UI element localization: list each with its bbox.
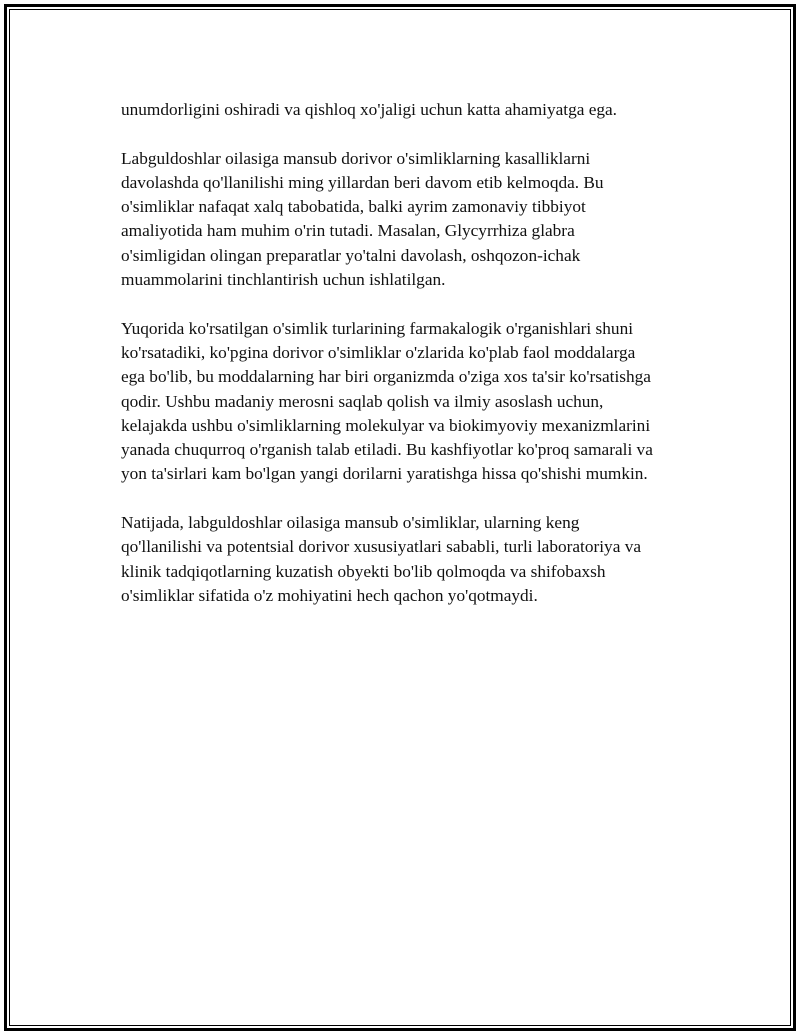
document-body <box>121 98 701 633</box>
text-line: klinik tadqiqotlarning kuzatish obyekti bo'lib qolmoqda va shifobaxsh <box>121 561 606 581</box>
text-line: Natijada, labguldoshlar oilasiga mansub o'simliklar, ularning keng <box>121 513 580 533</box>
text-line: o'simliklar nafaqat xalq tabobatida, balki ayrim zamonaviy tibbiyot <box>121 197 586 217</box>
text-line: muammolarini tinchlantirish uchun ishlatilgan. <box>121 270 446 290</box>
text-line: o'simligidan olingan preparatlar yo'talni davolash, oshqozon-ichak <box>121 245 581 265</box>
text-line: unumdorligini oshiradi va qishloq xo'jaligi uchun katta ahamiyatga ega. <box>121 100 618 119</box>
paragraph-2 <box>121 147 701 293</box>
text-line: amaliyotida ham muhim o'rin tutadi. Masalan, Glycyrrhiza glabra <box>121 221 575 241</box>
paragraph-1 <box>121 98 701 122</box>
text-line: Yuqorida ko'rsatilgan o'simlik turlarining farmakalogik o'rganishlari shuni <box>121 318 634 338</box>
paragraph-3 <box>121 317 701 487</box>
text-line: yon ta'sirlari kam bo'lgan yangi dorilarni yaratishga hissa qo'shishi mumkin. <box>121 464 648 484</box>
text-line: qodir. Ushbu madaniy merosni saqlab qolish va ilmiy asoslash uchun, <box>121 391 604 411</box>
text-line: ega bo'lib, bu moddalarning har biri organizmda o'ziga xos ta'sir ko'rsatishga <box>121 367 651 387</box>
text-line: Labguldoshlar oilasiga mansub dorivor o'simliklarning kasalliklarni <box>121 148 591 168</box>
text-line: yanada chuqurroq o'rganish talab etiladi. Bu kashfiyotlar ko'proq samarali va <box>121 440 653 460</box>
text-line: o'simliklar sifatida o'z mohiyatini hech qachon yo'qotmaydi. <box>121 585 538 605</box>
text-line: kelajakda ushbu o'simliklarning molekulyar va biokimyoviy mexanizmlarini <box>121 415 651 435</box>
text-line: qo'llanilishi va potentsial dorivor xususiyatlari sababli, turli laboratoriya va <box>121 537 641 557</box>
page-border <box>4 4 796 1031</box>
paragraph-4 <box>121 511 701 608</box>
text-line: davolashda qo'llanilishi ming yillardan beri davom etib kelmoqda. Bu <box>121 172 604 192</box>
text-line: ko'rsatadiki, ko'pgina dorivor o'simliklar o'zlarida ko'plab faol moddalarga <box>121 342 636 362</box>
